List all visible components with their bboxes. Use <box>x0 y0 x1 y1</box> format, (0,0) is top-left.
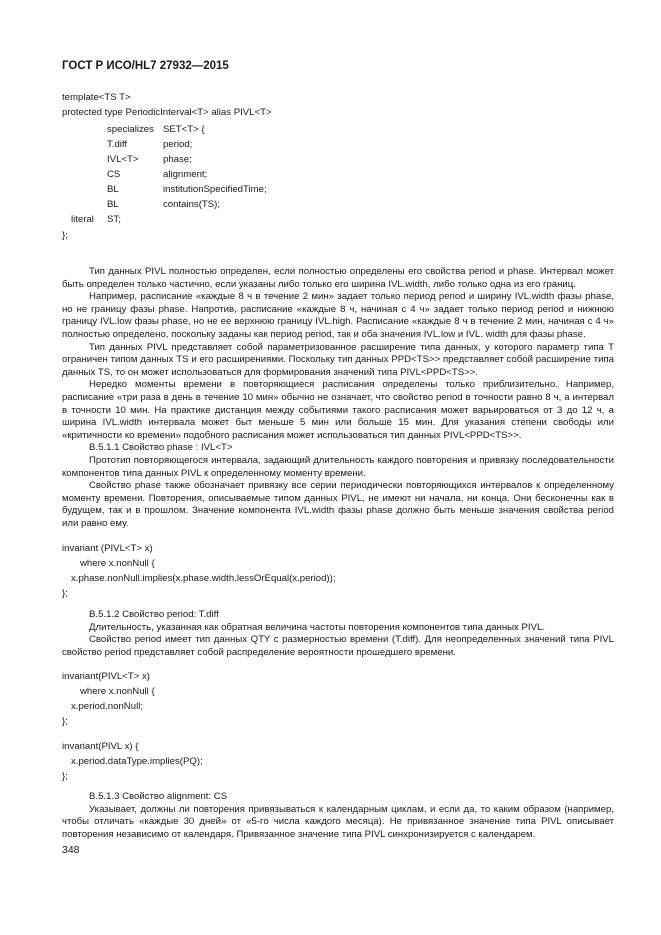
code-line: where x.nonNull { <box>80 686 155 697</box>
paragraph: Нередко моменты времени в повторяющиеся расписания определены только приблизительно. Например, расписание «три раза в день в течение 10 мин» обычно не означает, что свойство period в точности равно 8 ч, а интервал в точности 10 мин. На практике дистанция между событиями такого расписания может варьироваться от 3 до 12 ч, а ширина IVL.width интервала может быт меньше 5 мин или больше 15 мин. Для указания степени свободы или «критичности ко времени» подобного расписания может использоваться тип данных PIVL<PPD<TS>>. <box>62 379 614 441</box>
code-value: contains(TS); <box>163 199 221 210</box>
code-line: template<TS T> <box>62 92 131 103</box>
paragraph: Тип данных PIVL полностью определен, если полностью определены его свойства period и phase. Интервал может быть определен только частично, если указаны либо только его ширина IVL.width, либо только одна из его границ. <box>62 266 614 290</box>
code-keyword: literal <box>71 214 94 225</box>
paragraph: Прототип повторяющегося интервала, задающий длительность каждого повторения и привязку последовательности компонентов типа данных PIVL к определенному моменту времени. <box>62 454 614 479</box>
text-block <box>62 791 614 841</box>
page-number: 348 <box>62 844 80 856</box>
code-value: SET<T> { <box>163 124 205 135</box>
code-keyword: BL <box>107 199 119 210</box>
paragraph: Тип данных PIVL представляет собой параметризованное расширение типа данных, у которого параметр типа T ограничен типом данных TS и его расширениями. Поскольку тип данных PPD<TS>> представляет собой расширение типа данных TS, то он может использоваться для формирования значений типа PIVL<PPD<TS>>. <box>62 341 614 378</box>
code-line: x.period.nonNull; <box>71 701 143 712</box>
code-keyword: CS <box>107 169 121 180</box>
text-block <box>62 266 614 530</box>
code-value: institutionSpecifiedTime; <box>163 184 267 195</box>
paragraph: Например, расписание «каждые 8 ч в течение 2 мин» задает только период period и ширину IVL.width фазы phase, но не границу фазы phase. Напротив, расписание «каждые 8 ч, начиная с 4 ч» задает только период period и нижнюю границу IVL.low фазы phase, но не ее верхнюю границу IVL.high. Расписание «каждые 8 ч в течение 2 мин, начиная с 4 ч» полностью определено, поскольку заданы как период period, так и оба значения IVL.low и IVL. width для фазы phase. <box>62 291 614 340</box>
code-keyword: IVL<T> <box>107 154 139 165</box>
code-line: }; <box>62 230 68 241</box>
paragraph: Указывает, должны ли повторения привязываться к календарным циклам, и если да, то каким образом (например, чтобы отличать «каждые 30 дней» от «5-го числа каждого месяца). Не привязанное значение типа PIVL описывает повторения независимо от календаря. Привязанное значение типа PIVL синхронизируется с календарем. <box>62 803 614 840</box>
code-keyword: T.diff <box>107 139 128 150</box>
paragraph: Длительность, указанная как обратная величина частоты повторения компонентов типа данных PIVL. <box>89 621 545 633</box>
code-line: invariant(PIVL x) { <box>62 741 139 752</box>
code-keyword: BL <box>107 184 119 195</box>
text-block <box>62 609 614 659</box>
paragraph: Свойство period имеет тип данных QTY с размерностью времени (T.diff). Для неопределенных значений типа PIVL свойство period представляет собой распределение вероятности прошедшего времени. <box>62 634 614 658</box>
code-value: period; <box>163 139 193 150</box>
code-line: invariant (PIVL<T> x) <box>62 543 153 554</box>
section-heading: B.5.1.1 Свойство phase : IVL<T> <box>89 442 233 454</box>
code-line: invariant(PIVL<T> x) <box>62 671 150 682</box>
code-keyword: specializes <box>107 124 154 135</box>
code-line: }; <box>62 771 68 782</box>
code-line: protected type PeriodicInterval<T> alias PIVL<T> <box>62 107 272 118</box>
code-value: ST; <box>107 214 121 225</box>
code-line: where x.nonNull { <box>80 558 155 569</box>
code-value: phase; <box>163 154 192 165</box>
paragraph: Свойство phase также обозначает привязку все серии периодически повторяющихся интервалов к определенному моменту времени. Повторения, описываемые типом данных PIVL, не имеют ни начала, ни конца. Они бесконечны как в будущем, так и в прошлом. Значение компонента IVL.width фазы phase должно быть меньше значения свойства period или равно ему. <box>62 480 614 529</box>
section-heading: B.5.1.3 Свойство alignment: CS <box>89 791 228 802</box>
code-line: x.period.dataType.implies(PQ); <box>71 756 203 767</box>
section-heading: B.5.1.2 Свойство period: T.diff <box>89 609 219 620</box>
code-value: alignment; <box>163 169 208 180</box>
document-header: ГОСТ Р ИСО/HL7 27932—2015 <box>62 60 229 72</box>
code-line: x.phase.nonNull.implies(x.phase.width.lessOrEqual(x.period)); <box>71 573 336 584</box>
code-line: }; <box>62 716 68 727</box>
code-line: }; <box>62 588 68 599</box>
